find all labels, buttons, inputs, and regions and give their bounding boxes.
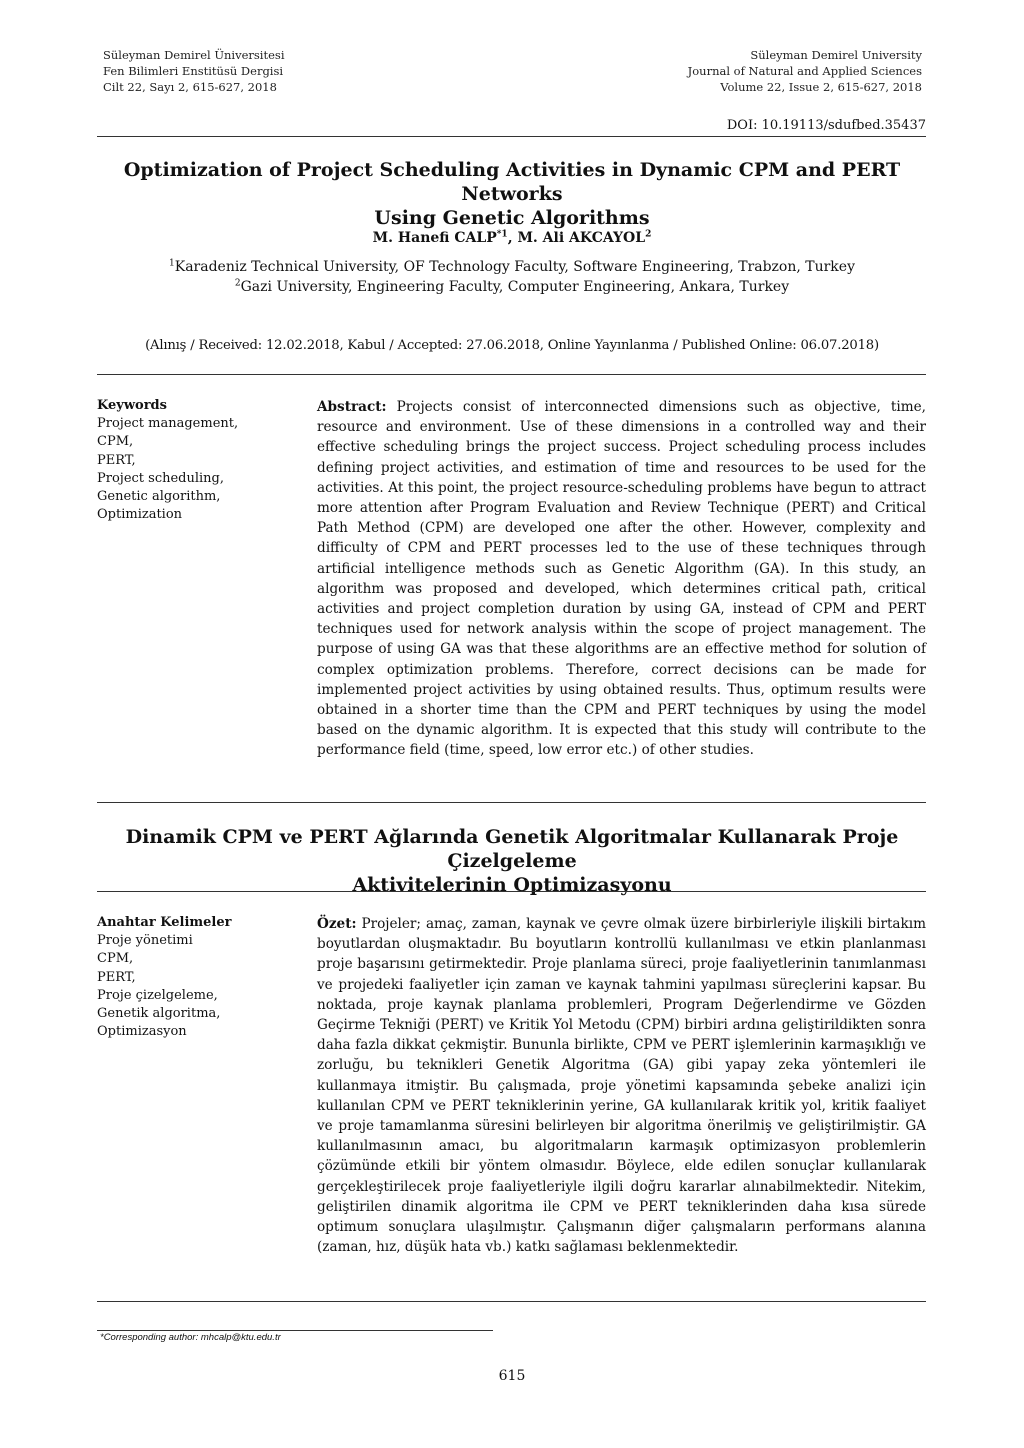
doi: DOI: 10.19113/sdufbed.35437 xyxy=(726,118,926,133)
author-2-sup: 2 xyxy=(645,229,652,240)
header-left-line-1: Süleyman Demirel Üniversitesi xyxy=(103,48,285,62)
keyword-en-1: Project management, xyxy=(97,416,239,432)
author-separator: , xyxy=(507,230,518,246)
keyword-en-3: PERT, xyxy=(97,452,136,468)
keywords-tr xyxy=(97,914,297,1041)
affiliation-2-sup: 2 xyxy=(234,278,241,289)
title-en-line-1: Optimization of Project Scheduling Activities in Dynamic CPM and PERT Networks xyxy=(123,159,901,205)
keywords-tr-heading: Anahtar Kelimeler xyxy=(97,915,232,930)
affiliation-1-sup: 1 xyxy=(169,258,175,269)
header-right-line-2: Journal of Natural and Applied Sciences xyxy=(687,64,922,78)
title-en xyxy=(100,158,924,230)
keywords-en-heading: Keywords xyxy=(97,398,167,413)
abstract-en-label: Abstract: xyxy=(317,399,387,415)
keyword-en-4: Project scheduling, xyxy=(97,470,225,486)
abstract-tr-rule xyxy=(97,1301,926,1302)
affiliation-1 xyxy=(100,257,924,277)
header-right-line-1: Süleyman Demirel University xyxy=(750,48,922,62)
title-en-line-2: Using Genetic Algorithms xyxy=(374,207,650,229)
author-2: M. Ali AKCAYOL xyxy=(517,230,646,246)
author-1: M. Hanefi CALP xyxy=(372,230,497,246)
authors xyxy=(100,228,924,248)
abstract-en-rule xyxy=(97,802,926,803)
corresponding-author-footnote: *Corresponding author: mhcalp@ktu.edu.tr xyxy=(100,1332,281,1343)
header-rule xyxy=(97,136,926,137)
author-1-sup: *1 xyxy=(496,229,508,240)
title-tr-line-2: Aktivitelerinin Optimizasyonu xyxy=(352,874,672,896)
keyword-en-6: Optimization xyxy=(97,507,183,523)
journal-header-right xyxy=(688,47,922,95)
page-number: 615 xyxy=(498,1368,526,1384)
title-tr xyxy=(100,825,924,897)
header-left-line-2: Fen Bilimleri Enstitüsü Dergisi xyxy=(103,64,284,78)
keywords-en xyxy=(97,397,297,524)
affiliation-2 xyxy=(100,277,924,297)
affiliation-1-text: Karadeniz Technical University, OF Technology Faculty, Software Engineering, Trabzon, Turkey xyxy=(174,259,855,275)
abstract-en-text: Projects consist of interconnected dimensions such as objective, time, resource and environment. Use of these dimensions in a controlled way and their effective scheduling brings the project success. Project scheduling process includes defining project activities, and estimation of time and resources to be used for the activities. At this point, the project resource-scheduling problems have begun to attract more attention after Program Evaluation and Review Technique (PERT) and Critical Path Method (CPM) are developed one after the other. However, complexity and difficulty of CPM and PERT processes led to the use of these techniques through artificial intelligence methods such as Genetic Algorithm (GA). In this study, an algorithm was proposed and developed, which determines critical path, critical activities and project completion duration by using GA, instead of CPM and PERT techniques used for network analysis within the scope of project management. The purpose of using GA was that these algorithms are an effective method for solution of complex optimization problems. Therefore, correct decisions can be made for implemented project activities by using obtained results. Thus, optimum results were obtained in a shorter time than the CPM and PERT techniques by using the model based on the dynamic algorithm. It is expected that this study will contribute to the performance field (time, speed, low error etc.) of other studies. xyxy=(317,399,926,759)
affiliation-2-text: Gazi University, Engineering Faculty, Computer Engineering, Ankara, Turkey xyxy=(240,279,790,295)
abstract-tr xyxy=(317,914,926,1257)
title-tr-line-1: Dinamik CPM ve PERT Ağlarında Genetik Algoritmalar Kullanarak Proje Çizelgeleme xyxy=(125,826,899,872)
keyword-tr-4: Proje çizelgeleme, xyxy=(97,987,218,1003)
footnote-rule xyxy=(97,1330,493,1331)
abstract-en xyxy=(317,397,926,761)
keyword-en-5: Genetic algorithm, xyxy=(97,489,221,505)
keyword-tr-5: Genetik algoritma, xyxy=(97,1006,221,1022)
keyword-tr-1: Proje yönetimi xyxy=(97,933,193,949)
keyword-tr-2: CPM, xyxy=(97,951,134,967)
header-left-line-3: Cilt 22, Sayı 2, 615-627, 2018 xyxy=(103,80,277,94)
abstract-tr-text: Projeler; amaç, zaman, kaynak ve çevre olmak üzere birbirleriyle ilişkili birtakım boyutlardan oluşmaktadır. Bu boyutların kontrollü kullanılması ve etkin planlanması proje başarısını getirmektedir. Proje planlama süreci, proje faaliyetlerinin tanımlanması ve projedeki faaliyetler için zaman ve kaynak tahmini yapılması süreçlerini kapsar. Bu noktada, proje kaynak planlama problemleri, Program Değerlendirme ve Gözden Geçirme Tekniği (PERT) ve Kritik Yol Metodu (CPM) birbiri ardına geliştirildikten sonra daha fazla dikkat çekmiştir. Bununla birlikte, CPM ve PERT işlemlerinin karmaşıklığı ve zorluğu, bu teknikleri Genetik Algoritma (GA) gibi yapay zeka yöntemleri ile kullanmaya itmiştir. Bu çalışmada, proje yönetimi kapsamında şebeke analizi için kullanılan CPM ve PERT tekniklerinin yerine, GA kullanılarak kritik yol, kritik faaliyet ve proje tamamlanma süresini belirleyen bir algoritma önerilmiş ve geliştirilmiştir. GA kullanılmasının amacı, bu algoritmaların karmaşık optimizasyon problemlerin çözümünde etkili bir yöntem olmasıdır. Böylece, elde edilen sonuçlar kullanılarak gerçekleştirilecek proje faaliyetleriyle ilgili doğru kararlar alınabilmektedir. Nitekim, geliştirilen dinamik algoritma ile CPM ve PERT tekniklerinden daha kısa sürede optimum sonuçlara ulaşılmıştır. Çalışmanın diğer çalışmaların performans alanına (zaman, hız, düşük hata vb.) katkı sağlaması beklenmektedir. xyxy=(317,916,926,1256)
title-tr-rule xyxy=(97,891,926,892)
abstract-tr-label: Özet: xyxy=(317,916,357,932)
publication-dates: (Alınış / Received: 12.02.2018, Kabul / Accepted: 27.06.2018, Online Yayınlanma / Published Online: 06.07.2018) xyxy=(145,338,879,353)
keyword-tr-3: PERT, xyxy=(97,969,136,985)
keyword-tr-6: Optimizasyon xyxy=(97,1024,187,1040)
header-right-line-3: Volume 22, Issue 2, 615-627, 2018 xyxy=(720,80,922,94)
dates-rule xyxy=(97,374,926,375)
journal-header-left xyxy=(103,47,285,95)
keyword-en-2: CPM, xyxy=(97,434,134,450)
